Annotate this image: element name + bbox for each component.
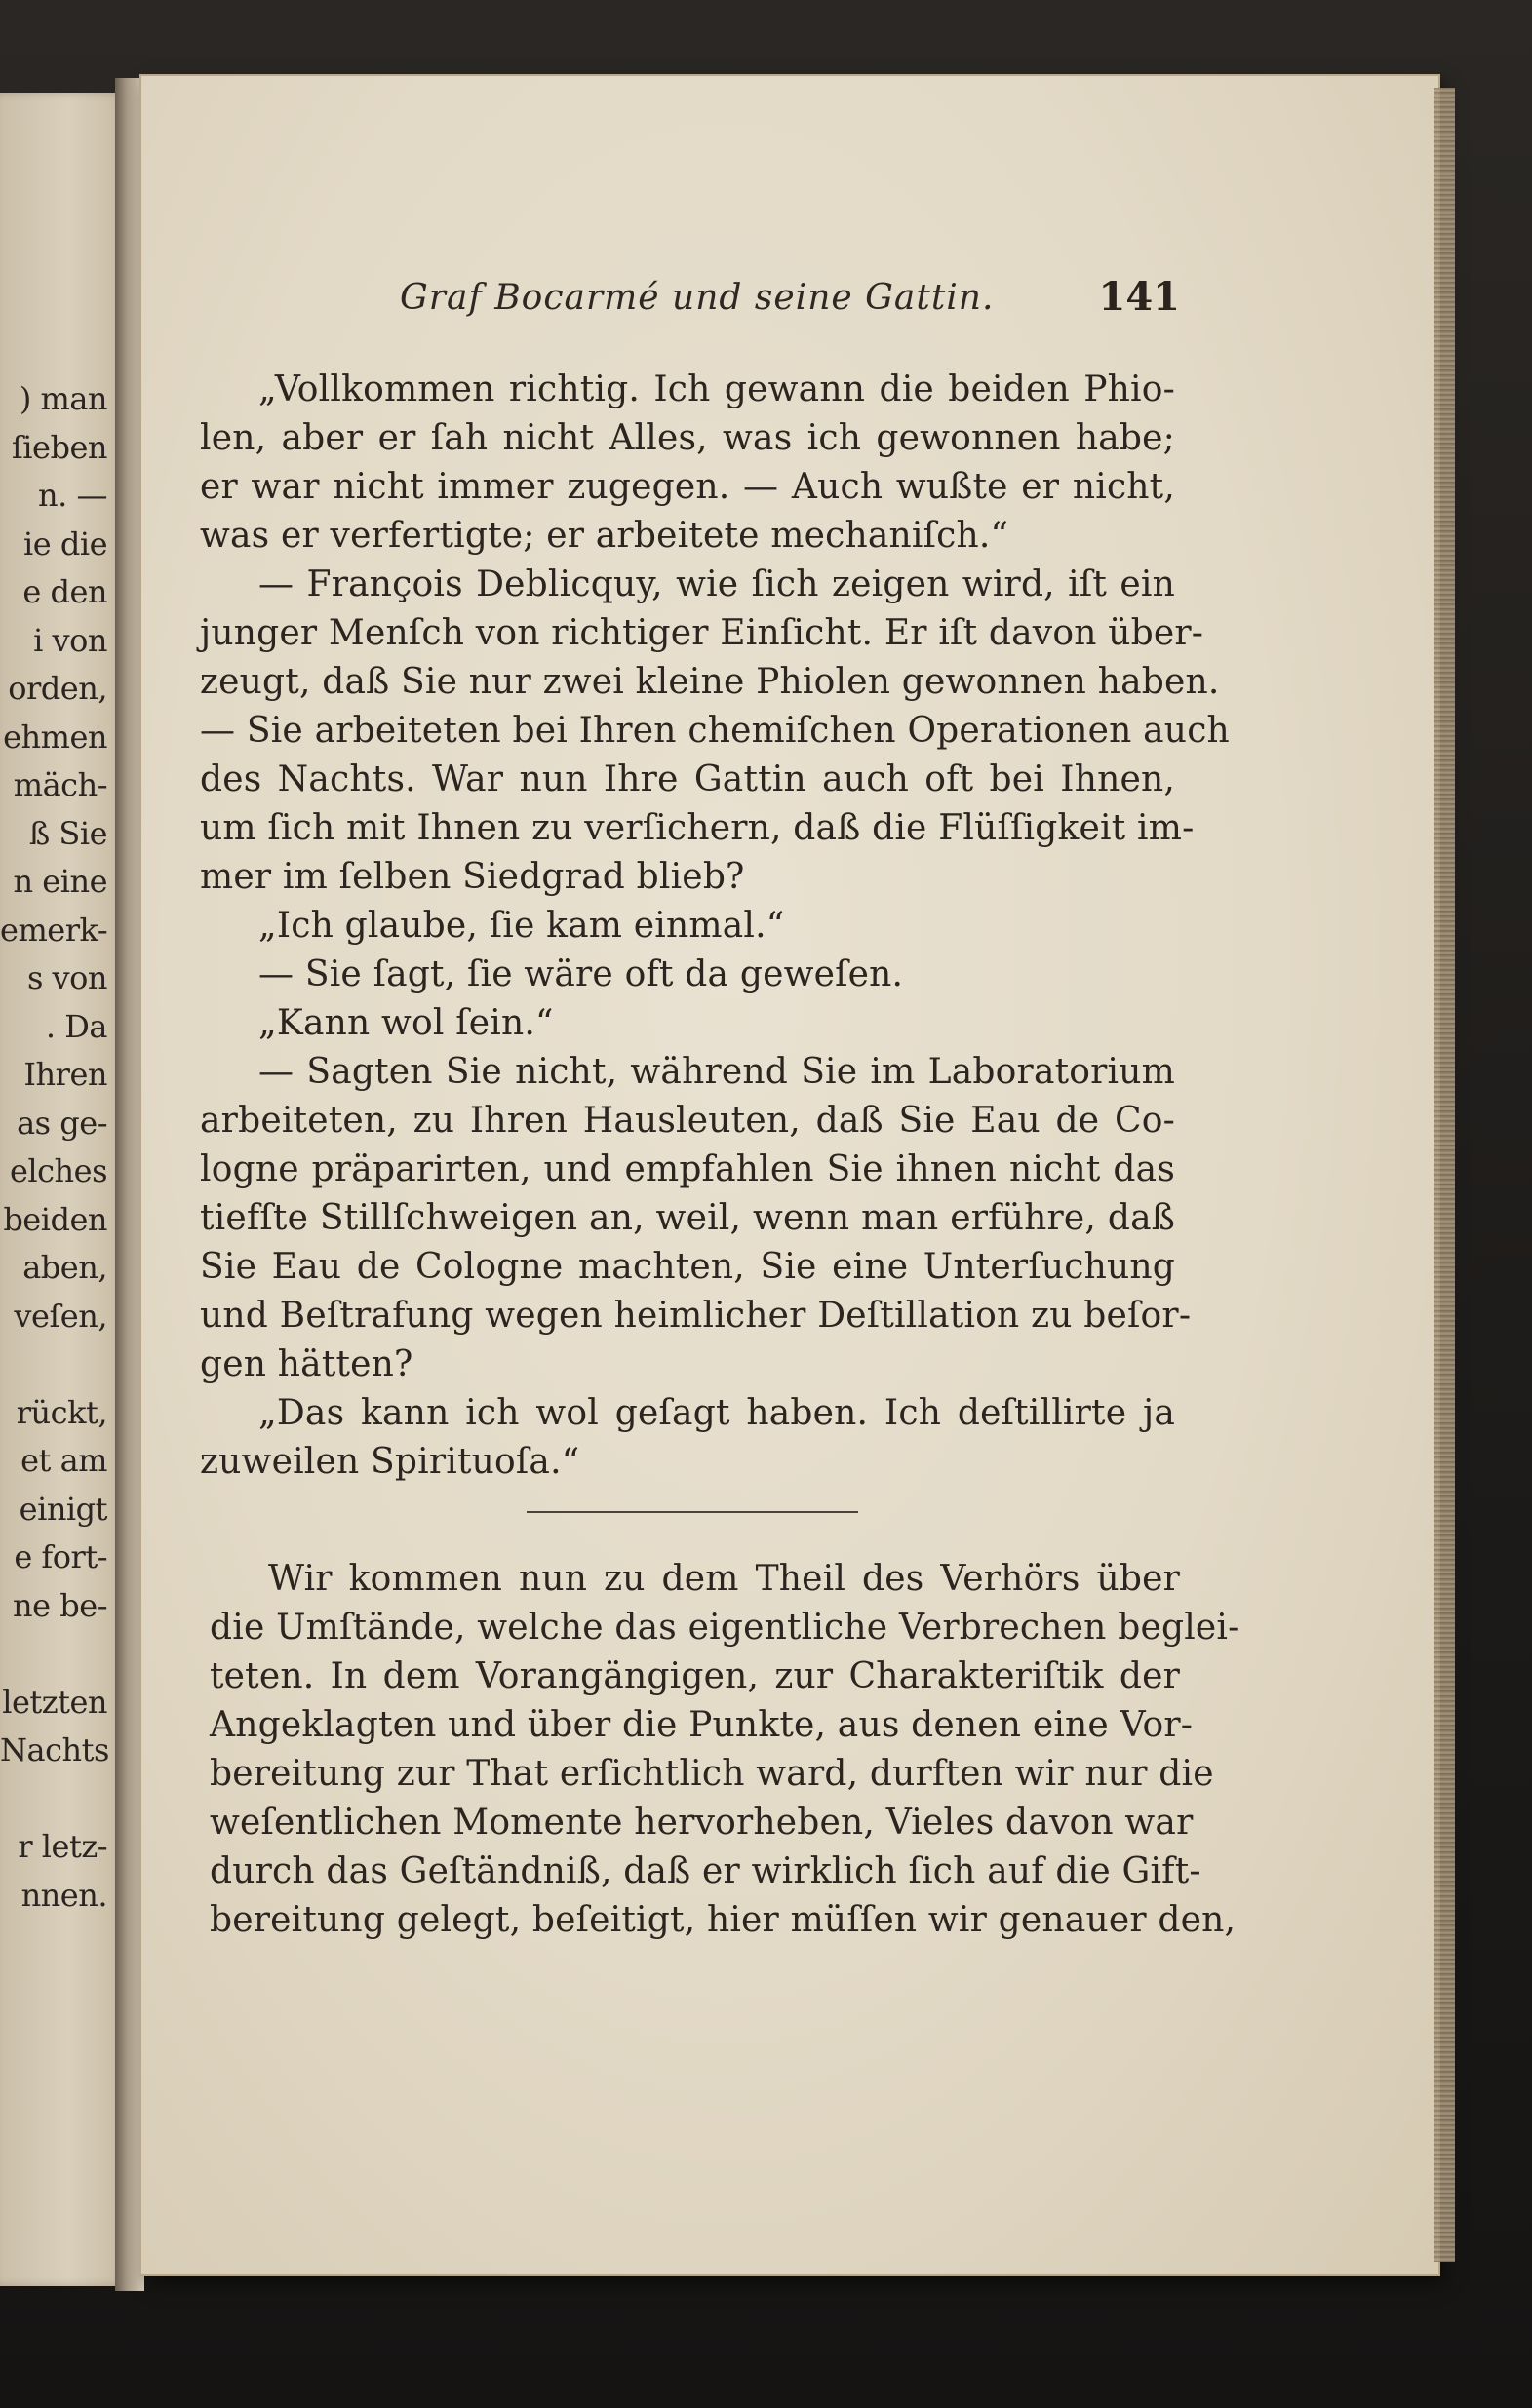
left-page-fragment: as ge-	[17, 1104, 107, 1142]
left-page-fragment: ſieben	[11, 428, 107, 466]
left-page-fragment: ) man	[19, 380, 107, 417]
left-page-fragment: rückt,	[16, 1393, 107, 1431]
text-line: bereitung zur That erſichtlich ward, durften wir nur die	[210, 1754, 1214, 1794]
book-gutter	[115, 78, 144, 2291]
left-page-fragment	[0, 1630, 107, 1679]
left-page-fragment: e fort-	[14, 1538, 107, 1575]
left-page-fragment: n. —	[38, 477, 107, 514]
text-line: des Nachts. War nun Ihre Gattin auch oft bei Ihnen,	[200, 759, 1175, 799]
page-header	[400, 274, 1180, 336]
left-page-fragment: beiden	[3, 1200, 107, 1238]
left-page-fragment: i von	[33, 621, 107, 659]
text-line: arbeiteten, zu Ihren Hausleuten, daß Sie Eau de Co-	[200, 1101, 1175, 1141]
text-line: junger Menſch von richtiger Einſicht. Er iſt davon über-	[200, 613, 1204, 653]
body-text	[200, 366, 1230, 1487]
left-page-fragment: ie die	[23, 524, 107, 563]
left-page-fragment: Nachts	[0, 1731, 109, 1768]
text-line: durch das Geſtändniß, daß er wirklich ſich auf die Gift-	[210, 1851, 1201, 1891]
left-page-fragment: veſen,	[14, 1297, 107, 1335]
previous-page-text-fragments	[0, 375, 107, 1920]
text-line: was er verfertigte; er arbeitete mechaniſch.“	[200, 516, 1009, 556]
page-number: 141	[1098, 274, 1180, 320]
previous-page-edge	[0, 93, 125, 2286]
text-line: mer im ſelben Siedgrad blieb?	[200, 857, 745, 897]
text-line: tiefſte Stillſchweigen an, weil, wenn man erführe, daß	[200, 1198, 1175, 1238]
running-title: Graf Bocarmé und seine Gattin.	[400, 278, 995, 318]
text-line: — Sie arbeiteten bei Ihren chemiſchen Operationen auch	[200, 711, 1230, 751]
left-page-fragment: nnen.	[20, 1876, 107, 1914]
left-page-fragment: r letz-	[18, 1828, 107, 1865]
left-page-fragment: Ihren	[23, 1056, 107, 1093]
text-line: „Vollkommen richtig. Ich gewann die beiden Phio-	[258, 369, 1175, 409]
text-line: weſentlichen Momente hervorheben, Vieles davon war	[210, 1803, 1194, 1843]
left-page-fragment: emerk-	[0, 911, 108, 949]
left-page-fragment: s von	[26, 959, 107, 996]
text-line: „Ich glaube, ſie kam einmal.“	[258, 906, 785, 946]
left-page-fragment: aben,	[22, 1249, 107, 1286]
text-line: zuweilen Spirituoſa.“	[200, 1442, 580, 1482]
text-line: und Beſtrafung wegen heimlicher Deſtillation zu beſor-	[200, 1296, 1192, 1336]
text-line: er war nicht immer zugegen. — Auch wußte er nicht,	[200, 467, 1175, 507]
text-line: zeugt, daß Sie nur zwei kleine Phiolen gewonnen haben.	[200, 662, 1220, 702]
left-page-fragment: orden,	[8, 670, 107, 707]
left-page-fragment: ß Sie	[28, 814, 107, 852]
text-line: logne präparirten, und empfahlen Sie ihnen nicht das	[200, 1149, 1175, 1189]
text-line: — François Deblicquy, wie ſich zeigen wird, iſt ein	[258, 564, 1175, 604]
text-line: um ſich mit Ihnen zu verſichern, daß die Flüſſigkeit im-	[200, 808, 1195, 848]
left-page-fragment: e den	[22, 573, 107, 610]
text-line: — Sagten Sie nicht, während Sie im Laboratorium	[258, 1052, 1175, 1092]
left-page-fragment: mäch-	[13, 766, 107, 803]
left-page-fragment: . Da	[45, 1007, 107, 1045]
text-line: gen hätten?	[200, 1344, 413, 1384]
body-text-section-2	[210, 1555, 1240, 1945]
text-line: — Sie ſagt, ſie wäre oft da geweſen.	[258, 954, 904, 994]
text-line: len, aber er ſah nicht Alles, was ich gewonnen habe;	[200, 418, 1175, 458]
left-page-fragment: n eine	[13, 863, 107, 900]
text-line: „Das kann ich wol geſagt haben. Ich deſtillirte ja	[258, 1393, 1175, 1433]
left-page-fragment: et am	[20, 1442, 107, 1479]
left-page-fragment: ne be-	[13, 1586, 107, 1624]
left-page-fragment: einigt	[19, 1490, 107, 1528]
page-stack-edge	[1434, 88, 1455, 2262]
left-page-fragment: ehmen	[3, 718, 107, 756]
text-line: bereitung gelegt, beſeitigt, hier müſſen wir genauer den,	[210, 1900, 1237, 1940]
left-page-fragment	[0, 1775, 107, 1824]
left-page-fragment: letzten	[2, 1683, 107, 1721]
text-line: teten. In dem Vorangängigen, zur Charakteriſtik der	[210, 1656, 1180, 1696]
left-page-fragment	[0, 1340, 107, 1389]
left-page-fragment: elches	[9, 1152, 107, 1189]
section-divider	[527, 1511, 858, 1513]
text-line: die Umſtände, welche das eigentliche Verbrechen beglei-	[210, 1608, 1240, 1648]
text-line: „Kann wol ſein.“	[258, 1003, 554, 1043]
text-line: Sie Eau de Cologne machten, Sie eine Unterſuchung	[200, 1247, 1175, 1287]
text-line: Wir kommen nun zu dem Theil des Verhörs über	[268, 1559, 1180, 1599]
text-line: Angeklagten und über die Punkte, aus denen eine Vor-	[210, 1705, 1194, 1745]
